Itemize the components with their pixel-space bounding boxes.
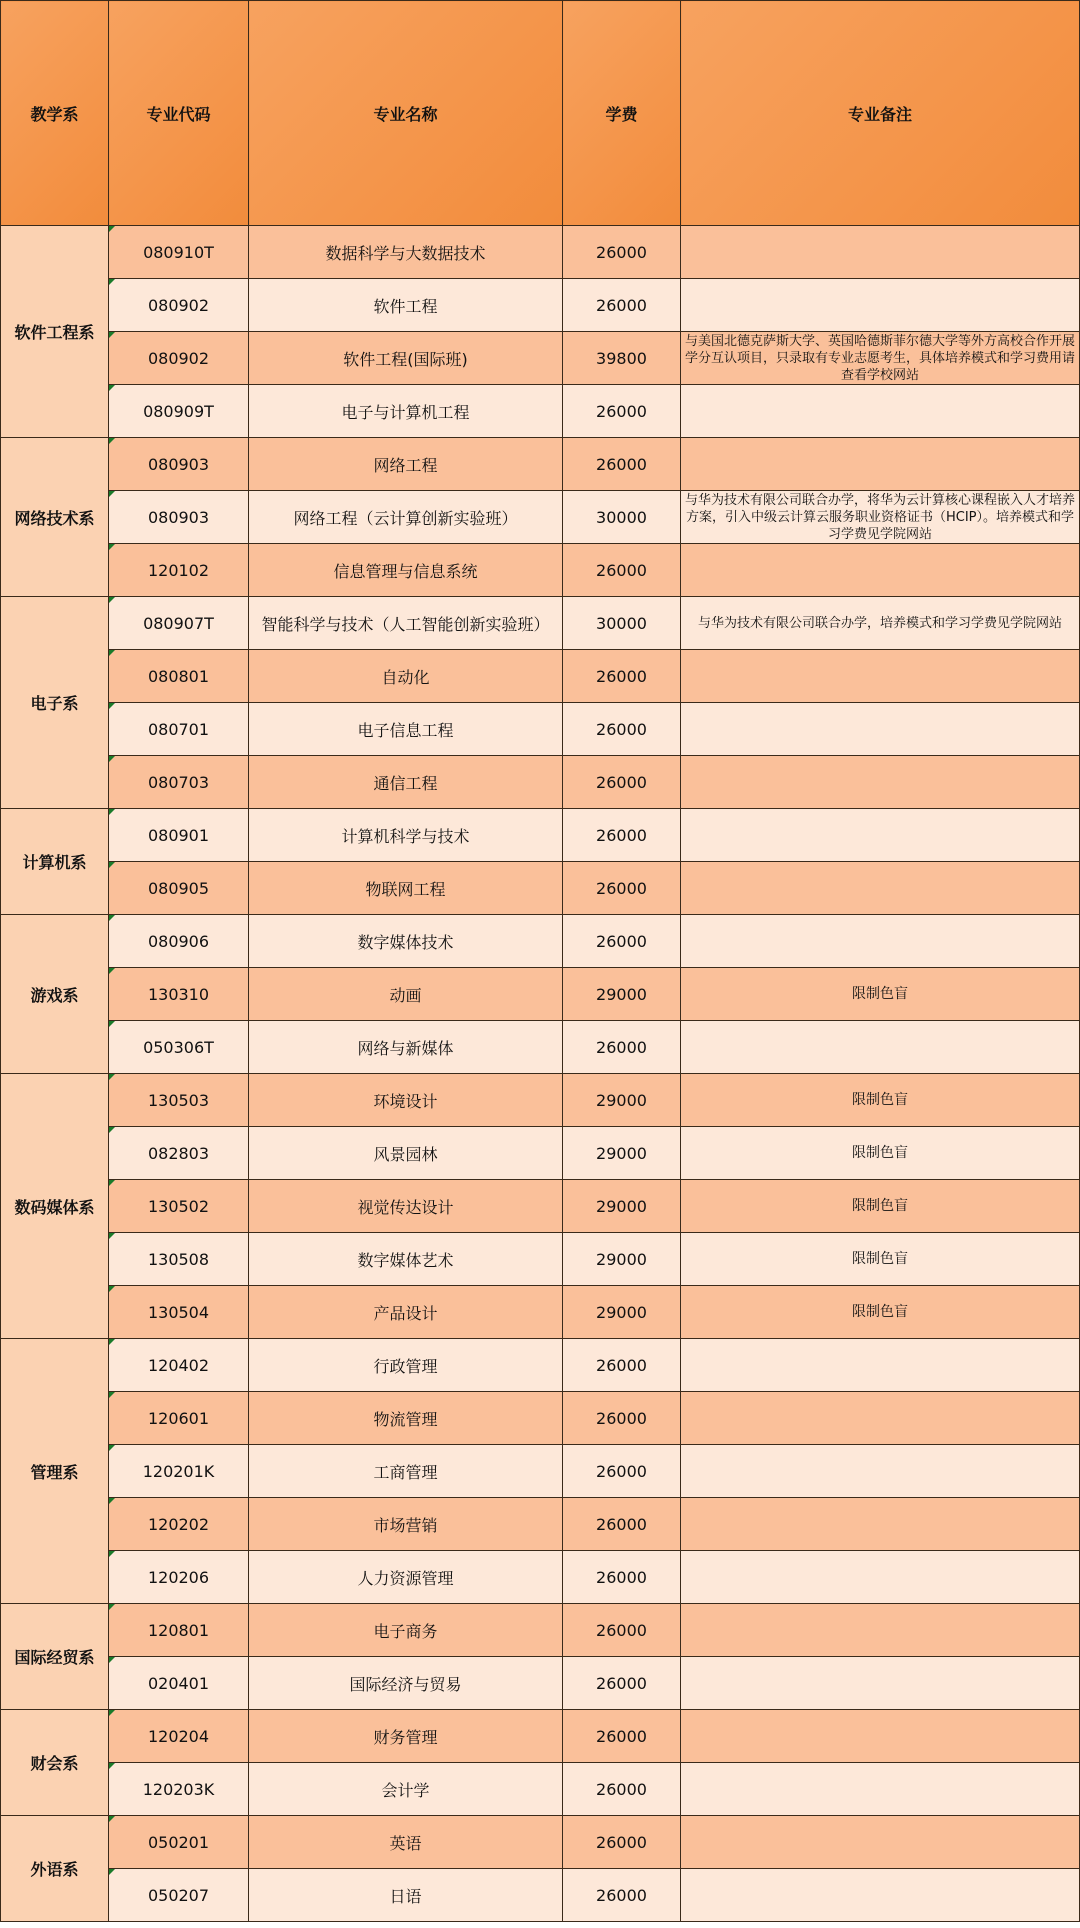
major-name-cell: 电子信息工程 (249, 703, 563, 756)
notes-cell: 限制色盲 (681, 1233, 1080, 1286)
table-row (1, 491, 1080, 544)
header-major-name: 专业名称 (249, 1, 563, 226)
department-cell: 国际经贸系 (1, 1604, 109, 1710)
major-name-cell: 数字媒体技术 (249, 915, 563, 968)
major-name-cell: 计算机科学与技术 (249, 809, 563, 862)
header-notes: 专业备注 (681, 1, 1080, 226)
table-row (1, 968, 1080, 1021)
major-code-cell: 120801 (109, 1604, 249, 1657)
notes-cell (681, 1604, 1080, 1657)
header-row (1, 1, 1080, 226)
tuition-cell: 26000 (563, 1604, 681, 1657)
table-row (1, 1392, 1080, 1445)
major-name-cell: 电子商务 (249, 1604, 563, 1657)
major-code-cell: 080902 (109, 279, 249, 332)
major-name-cell: 电子与计算机工程 (249, 385, 563, 438)
notes-cell (681, 1710, 1080, 1763)
table-row (1, 597, 1080, 650)
major-name-cell: 数字媒体艺术 (249, 1233, 563, 1286)
table-row (1, 1816, 1080, 1869)
notes-cell (681, 1816, 1080, 1869)
major-name-cell: 市场营销 (249, 1498, 563, 1551)
table-row (1, 385, 1080, 438)
table-row (1, 1498, 1080, 1551)
major-code-cell: 080907T (109, 597, 249, 650)
major-name-cell: 财务管理 (249, 1710, 563, 1763)
tuition-cell: 26000 (563, 756, 681, 809)
major-code-cell: 080902 (109, 332, 249, 385)
major-code-cell: 120102 (109, 544, 249, 597)
notes-cell: 限制色盲 (681, 968, 1080, 1021)
tuition-cell: 29000 (563, 1286, 681, 1339)
tuition-cell: 26000 (563, 1816, 681, 1869)
table-row (1, 1180, 1080, 1233)
notes-cell: 与华为技术有限公司联合办学，培养模式和学习学费见学院网站 (681, 597, 1080, 650)
table-row (1, 332, 1080, 385)
major-name-cell: 物联网工程 (249, 862, 563, 915)
tuition-cell: 26000 (563, 1763, 681, 1816)
department-cell: 外语系 (1, 1816, 109, 1922)
major-name-cell: 工商管理 (249, 1445, 563, 1498)
major-code-cell: 120201K (109, 1445, 249, 1498)
major-name-cell: 通信工程 (249, 756, 563, 809)
notes-cell (681, 756, 1080, 809)
table-row (1, 1445, 1080, 1498)
notes-cell (681, 1551, 1080, 1604)
header-tuition: 学费 (563, 1, 681, 226)
table-row (1, 1763, 1080, 1816)
major-name-cell: 软件工程 (249, 279, 563, 332)
table-row (1, 1710, 1080, 1763)
notes-cell: 限制色盲 (681, 1286, 1080, 1339)
major-code-cell: 080903 (109, 491, 249, 544)
table-row (1, 226, 1080, 279)
notes-cell: 与美国北德克萨斯大学、英国哈德斯菲尔德大学等外方高校合作开展学分互认项目，只录取有专业志愿考生，具体培养模式和学习费用请查看学校网站 (681, 332, 1080, 385)
major-name-cell: 视觉传达设计 (249, 1180, 563, 1233)
major-name-cell: 网络工程 (249, 438, 563, 491)
table-row (1, 809, 1080, 862)
department-cell: 游戏系 (1, 915, 109, 1074)
notes-cell: 与华为技术有限公司联合办学，将华为云计算核心课程嵌入人才培养方案，引入中级云计算云服务职业资格证书（HCIP）。培养模式和学习学费见学院网站 (681, 491, 1080, 544)
tuition-cell: 26000 (563, 1498, 681, 1551)
notes-cell (681, 1021, 1080, 1074)
department-cell: 管理系 (1, 1339, 109, 1604)
notes-cell (681, 279, 1080, 332)
table-row (1, 1233, 1080, 1286)
table-row (1, 279, 1080, 332)
major-name-cell: 物流管理 (249, 1392, 563, 1445)
notes-cell (681, 385, 1080, 438)
tuition-cell: 29000 (563, 1127, 681, 1180)
major-code-cell: 130504 (109, 1286, 249, 1339)
major-code-cell: 080906 (109, 915, 249, 968)
major-code-cell: 082803 (109, 1127, 249, 1180)
notes-cell: 限制色盲 (681, 1074, 1080, 1127)
major-code-cell: 080909T (109, 385, 249, 438)
major-name-cell: 智能科学与技术（人工智能创新实验班） (249, 597, 563, 650)
notes-cell (681, 1445, 1080, 1498)
major-name-cell: 英语 (249, 1816, 563, 1869)
table-row (1, 1604, 1080, 1657)
major-name-cell: 软件工程(国际班) (249, 332, 563, 385)
tuition-cell: 39800 (563, 332, 681, 385)
notes-cell (681, 544, 1080, 597)
tuition-cell: 30000 (563, 491, 681, 544)
major-name-cell: 行政管理 (249, 1339, 563, 1392)
major-name-cell: 自动化 (249, 650, 563, 703)
tuition-cell: 26000 (563, 385, 681, 438)
major-name-cell: 信息管理与信息系统 (249, 544, 563, 597)
table-row (1, 1339, 1080, 1392)
tuition-cell: 26000 (563, 544, 681, 597)
table-row (1, 1074, 1080, 1127)
table-row (1, 1021, 1080, 1074)
table-row (1, 756, 1080, 809)
notes-cell (681, 809, 1080, 862)
major-code-cell: 130503 (109, 1074, 249, 1127)
major-name-cell: 会计学 (249, 1763, 563, 1816)
major-code-cell: 130508 (109, 1233, 249, 1286)
major-name-cell: 人力资源管理 (249, 1551, 563, 1604)
major-name-cell: 国际经济与贸易 (249, 1657, 563, 1710)
major-code-cell: 080701 (109, 703, 249, 756)
department-cell: 软件工程系 (1, 226, 109, 438)
table-row (1, 862, 1080, 915)
header-department: 教学系 (1, 1, 109, 226)
table-row (1, 438, 1080, 491)
major-code-cell: 080905 (109, 862, 249, 915)
table-row (1, 703, 1080, 756)
table-row (1, 1869, 1080, 1922)
notes-cell: 限制色盲 (681, 1180, 1080, 1233)
major-name-cell: 网络与新媒体 (249, 1021, 563, 1074)
tuition-cell: 29000 (563, 1074, 681, 1127)
department-cell: 财会系 (1, 1710, 109, 1816)
major-code-cell: 080703 (109, 756, 249, 809)
table-body (1, 226, 1080, 1922)
major-code-cell: 120202 (109, 1498, 249, 1551)
notes-cell (681, 915, 1080, 968)
major-code-cell: 020401 (109, 1657, 249, 1710)
notes-cell: 限制色盲 (681, 1127, 1080, 1180)
notes-cell (681, 226, 1080, 279)
major-code-cell: 050306T (109, 1021, 249, 1074)
major-code-cell: 080903 (109, 438, 249, 491)
major-code-cell: 080801 (109, 650, 249, 703)
table-row (1, 1657, 1080, 1710)
notes-cell (681, 703, 1080, 756)
table-row (1, 544, 1080, 597)
table-row (1, 915, 1080, 968)
department-cell: 计算机系 (1, 809, 109, 915)
tuition-cell: 29000 (563, 1180, 681, 1233)
table-row (1, 650, 1080, 703)
major-code-cell: 050207 (109, 1869, 249, 1922)
tuition-cell: 26000 (563, 1392, 681, 1445)
major-code-cell: 080901 (109, 809, 249, 862)
tuition-cell: 26000 (563, 809, 681, 862)
table-row (1, 1127, 1080, 1180)
department-cell: 电子系 (1, 597, 109, 809)
tuition-cell: 30000 (563, 597, 681, 650)
tuition-cell: 26000 (563, 1869, 681, 1922)
major-name-cell: 产品设计 (249, 1286, 563, 1339)
notes-cell (681, 1392, 1080, 1445)
major-code-cell: 130310 (109, 968, 249, 1021)
tuition-cell: 26000 (563, 1445, 681, 1498)
tuition-cell: 26000 (563, 650, 681, 703)
notes-cell (681, 1339, 1080, 1392)
header-major-code: 专业代码 (109, 1, 249, 226)
notes-cell (681, 1869, 1080, 1922)
tuition-cell: 26000 (563, 1551, 681, 1604)
notes-cell (681, 438, 1080, 491)
major-code-cell: 120204 (109, 1710, 249, 1763)
tuition-cell: 26000 (563, 703, 681, 756)
tuition-cell: 26000 (563, 915, 681, 968)
major-code-cell: 050201 (109, 1816, 249, 1869)
major-code-cell: 130502 (109, 1180, 249, 1233)
tuition-cell: 26000 (563, 1710, 681, 1763)
tuition-cell: 26000 (563, 862, 681, 915)
tuition-cell: 26000 (563, 1021, 681, 1074)
tuition-cell: 26000 (563, 1657, 681, 1710)
major-name-cell: 风景园林 (249, 1127, 563, 1180)
table-row (1, 1286, 1080, 1339)
tuition-cell: 26000 (563, 279, 681, 332)
major-name-cell: 动画 (249, 968, 563, 1021)
major-code-cell: 080910T (109, 226, 249, 279)
notes-cell (681, 1498, 1080, 1551)
department-cell: 网络技术系 (1, 438, 109, 597)
department-cell: 数码媒体系 (1, 1074, 109, 1339)
tuition-cell: 29000 (563, 968, 681, 1021)
major-code-cell: 120601 (109, 1392, 249, 1445)
major-name-cell: 网络工程（云计算创新实验班） (249, 491, 563, 544)
tuition-cell: 26000 (563, 226, 681, 279)
major-code-cell: 120203K (109, 1763, 249, 1816)
major-code-cell: 120206 (109, 1551, 249, 1604)
notes-cell (681, 650, 1080, 703)
notes-cell (681, 1657, 1080, 1710)
tuition-cell: 29000 (563, 1233, 681, 1286)
major-code-cell: 120402 (109, 1339, 249, 1392)
major-name-cell: 环境设计 (249, 1074, 563, 1127)
notes-cell (681, 862, 1080, 915)
table-row (1, 1551, 1080, 1604)
major-name-cell: 数据科学与大数据技术 (249, 226, 563, 279)
tuition-cell: 26000 (563, 438, 681, 491)
notes-cell (681, 1763, 1080, 1816)
major-name-cell: 日语 (249, 1869, 563, 1922)
tuition-cell: 26000 (563, 1339, 681, 1392)
